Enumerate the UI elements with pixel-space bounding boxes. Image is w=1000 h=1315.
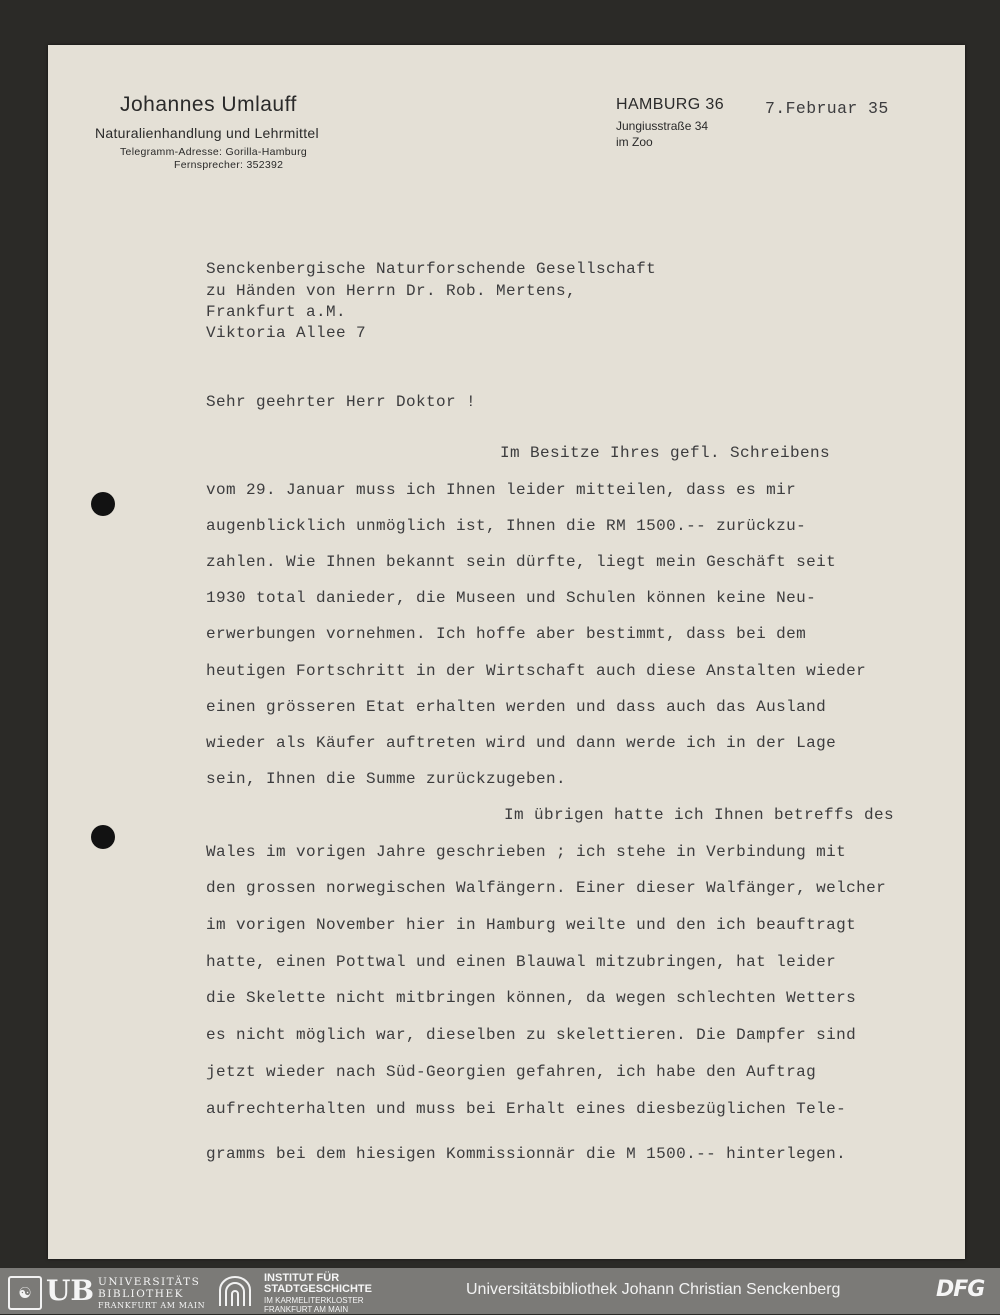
ub-logo-letters: UB <box>46 1274 95 1307</box>
letter-page <box>48 45 965 1259</box>
isg-line: FRANKFURT AM MAIN <box>264 1305 349 1314</box>
isg-line: IM KARMELITERKLOSTER <box>264 1296 364 1305</box>
footer-library-name: Universitätsbibliothek Johann Christian Senckenberg <box>466 1281 841 1298</box>
recipient-line: Viktoria Allee 7 <box>206 324 367 342</box>
ub-line: UNIVERSITÄTS <box>98 1276 201 1288</box>
letter-date: 7.Februar 35 <box>765 99 889 118</box>
body-line: einen grösseren Etat erhalten werden und dass auch das Ausland <box>206 698 827 716</box>
body-line: jetzt wieder nach Süd-Georgien gefahren, ich habe den Auftrag <box>206 1063 817 1081</box>
body-line: im vorigen November hier in Hamburg weilte und den ich beauftragt <box>206 916 857 934</box>
body-line: erwerbungen vornehmen. Ich hoffe aber bestimmt, dass bei dem <box>206 625 807 643</box>
body-line: die Skelette nicht mitbringen können, da wegen schlechten Wetters <box>206 989 857 1007</box>
footer-bar <box>0 1268 1000 1314</box>
body-line: Wales im vorigen Jahre geschrieben ; ich stehe in Verbindung mit <box>206 843 847 861</box>
body-line: gramms bei dem hiesigen Kommissionnär die M 1500.-- hinterlegen. <box>206 1145 847 1163</box>
university-seal-icon: ☯ <box>8 1276 42 1310</box>
body-line: aufrechterhalten und muss bei Erhalt eines diesbezüglichen Tele- <box>206 1100 847 1118</box>
letterhead-telegram: Telegramm-Adresse: Gorilla-Hamburg <box>120 146 308 158</box>
letterhead-city: HAMBURG 36 <box>616 96 725 113</box>
ub-line: BIBLIOTHEK <box>98 1288 184 1300</box>
letterhead-company: Johannes Umlauff <box>120 93 297 116</box>
salutation: Sehr geehrter Herr Doktor ! <box>206 393 477 411</box>
body-line: 1930 total danieder, die Museen und Schulen können keine Neu- <box>206 589 817 607</box>
letterhead-phone: Fernsprecher: 352392 <box>174 159 284 171</box>
body-line: den grossen norwegischen Walfängern. Einer dieser Walfänger, welcher <box>206 879 887 897</box>
recipient-line: Frankfurt a.M. <box>206 303 347 321</box>
letterhead-subtitle: Naturalienhandlung und Lehrmittel <box>95 125 319 141</box>
body-line: hatte, einen Pottwal und einen Blauwal mitzubringen, hat leider <box>206 953 837 971</box>
body-line: heutigen Fortschritt in der Wirtschaft auch diese Anstalten wieder <box>206 662 867 680</box>
body-line: Im übrigen hatte ich Ihnen betreffs des <box>504 806 895 824</box>
ub-line: FRANKFURT AM MAIN <box>98 1301 206 1310</box>
punch-hole-bottom <box>91 825 115 849</box>
body-line: zahlen. Wie Ihnen bekannt sein dürfte, liegt mein Geschäft seit <box>206 553 837 571</box>
body-line: es nicht möglich war, dieselben zu skelettieren. Die Dampfer sind <box>206 1026 857 1044</box>
recipient-line: zu Händen von Herrn Dr. Rob. Mertens, <box>206 282 577 300</box>
isg-line: INSTITUT FÜR <box>264 1272 340 1284</box>
dfg-logo: DFG <box>936 1277 985 1302</box>
body-line: vom 29. Januar muss ich Ihnen leider mitteilen, dass es mir <box>206 481 797 499</box>
institute-arch-icon <box>216 1276 254 1306</box>
body-line: wieder als Käufer auftreten wird und dann werde ich in der Lage <box>206 734 837 752</box>
body-line: sein, Ihnen die Summe zurückzugeben. <box>206 770 567 788</box>
punch-hole-top <box>91 492 115 516</box>
body-line: augenblicklich unmöglich ist, Ihnen die RM 1500.-- zurückzu- <box>206 517 807 535</box>
recipient-line: Senckenbergische Naturforschende Gesellschaft <box>206 260 657 278</box>
letterhead-street: Jungiusstraße 34 <box>616 119 709 133</box>
body-line: Im Besitze Ihres gefl. Schreibens <box>500 444 831 462</box>
isg-line: STADTGESCHICHTE <box>264 1283 372 1295</box>
letterhead-location: im Zoo <box>616 135 653 149</box>
